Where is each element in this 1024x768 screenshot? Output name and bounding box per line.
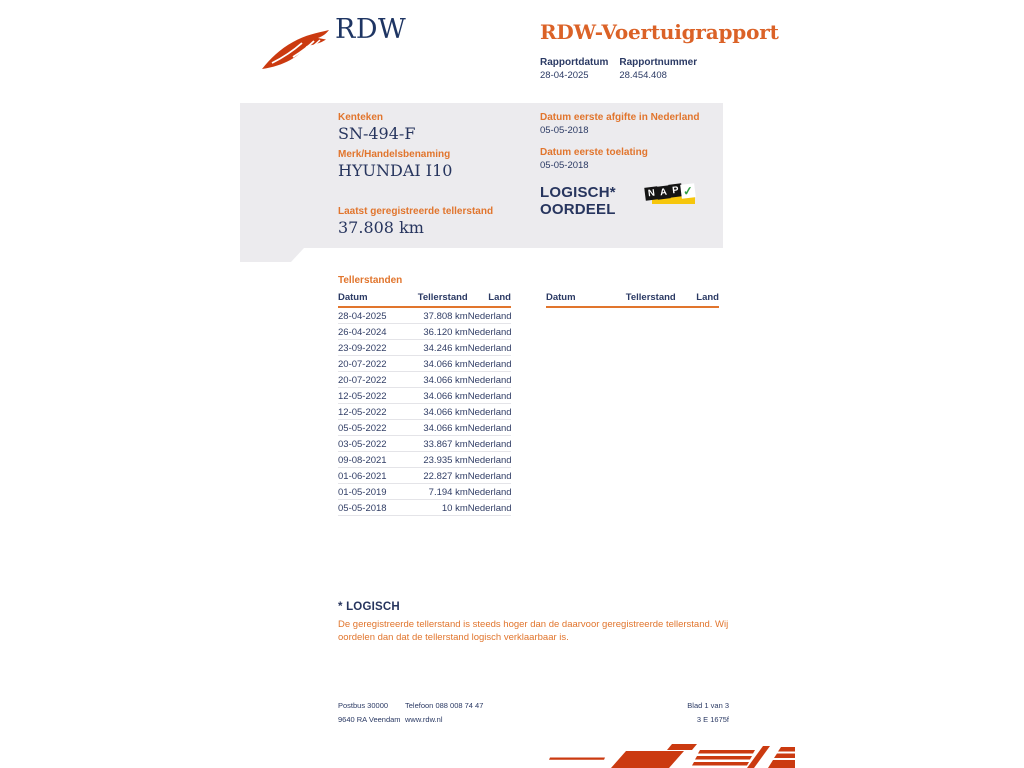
report-date bbox=[540, 57, 608, 81]
table-cell: Nederland bbox=[468, 452, 511, 468]
table-cell: 37.808 km bbox=[407, 307, 468, 324]
table-cell: 05-05-2018 bbox=[338, 500, 407, 516]
odometer-table-right bbox=[546, 291, 719, 516]
first-admission-date: 05-05-2018 bbox=[540, 160, 589, 171]
table-cell: Nederland bbox=[468, 484, 511, 500]
table-cell: 10 km bbox=[407, 500, 468, 516]
license-plate-label: Kenteken bbox=[338, 112, 384, 123]
column-header-datum: Datum bbox=[546, 291, 615, 307]
column-header-datum: Datum bbox=[338, 291, 407, 307]
report-number-label: Rapportnummer bbox=[619, 57, 698, 68]
table-cell: Nederland bbox=[468, 404, 511, 420]
first-issue-label: Datum eerste afgifte in Nederland bbox=[540, 112, 700, 123]
table-cell: 20-07-2022 bbox=[338, 372, 407, 388]
footer-address-line2: 9640 RA Veendam bbox=[338, 715, 401, 724]
nap-logo bbox=[645, 182, 697, 210]
verdict-footnote bbox=[338, 601, 730, 644]
table-cell: 09-08-2021 bbox=[338, 452, 407, 468]
table-header-row bbox=[546, 291, 719, 307]
table-cell: 34.066 km bbox=[407, 372, 468, 388]
odometer-section bbox=[338, 275, 719, 516]
report-meta bbox=[540, 57, 779, 81]
table-row bbox=[338, 500, 511, 516]
table-cell: 28-04-2025 bbox=[338, 307, 407, 324]
table-cell: 12-05-2022 bbox=[338, 404, 407, 420]
footnote-text: De geregistreerde tellerstand is steeds hoger dan de daarvoor geregistreerde tellerstand. Wij oordelen dan dat de tellerstand logisch verklaarbaar is. bbox=[338, 619, 729, 643]
footer-address bbox=[338, 699, 405, 727]
table-cell: 34.246 km bbox=[407, 340, 468, 356]
table-row bbox=[338, 372, 511, 388]
table-cell: 23.935 km bbox=[407, 452, 468, 468]
footnote-title: * LOGISCH bbox=[338, 601, 400, 613]
table-row bbox=[338, 484, 511, 500]
nap-checkmark-icon: ✓ bbox=[682, 183, 694, 199]
first-issue-date: 05-05-2018 bbox=[540, 125, 589, 136]
table-cell: 36.120 km bbox=[407, 324, 468, 340]
nap-letter-a: A bbox=[656, 185, 670, 199]
table-cell: Nederland bbox=[468, 340, 511, 356]
license-plate-value: SN-494-F bbox=[338, 124, 416, 143]
table-cell: 34.066 km bbox=[407, 356, 468, 372]
footer-phone: Telefoon 088 008 74 47 bbox=[405, 701, 484, 710]
table-cell: Nederland bbox=[468, 372, 511, 388]
table-cell: 7.194 km bbox=[407, 484, 468, 500]
column-header-land: Land bbox=[676, 291, 719, 307]
report-date-value: 28-04-2025 bbox=[540, 70, 589, 81]
table-cell: 23-09-2022 bbox=[338, 340, 407, 356]
make-value: HYUNDAI I10 bbox=[338, 161, 453, 180]
table-cell: 03-05-2022 bbox=[338, 436, 407, 452]
footer-contact bbox=[405, 699, 687, 727]
page-footer bbox=[338, 699, 729, 727]
verdict-line2: OORDEEL bbox=[540, 201, 616, 218]
last-odometer-label: Laatst geregistreerde tellerstand bbox=[338, 206, 494, 217]
table-row bbox=[338, 468, 511, 484]
odometer-section-title: Tellerstanden bbox=[338, 275, 403, 286]
table-cell: Nederland bbox=[468, 436, 511, 452]
table-cell: 01-06-2021 bbox=[338, 468, 407, 484]
odometer-table-left bbox=[338, 291, 511, 516]
table-cell: 05-05-2022 bbox=[338, 420, 407, 436]
table-cell: Nederland bbox=[468, 356, 511, 372]
report-number bbox=[619, 57, 697, 81]
table-row bbox=[338, 420, 511, 436]
table-cell: Nederland bbox=[468, 420, 511, 436]
table-row bbox=[338, 452, 511, 468]
footer-page-info bbox=[687, 699, 729, 727]
footer-form-code: 3 E 1675f bbox=[696, 715, 729, 724]
table-cell: Nederland bbox=[468, 307, 511, 324]
rdw-logo bbox=[260, 14, 406, 72]
verdict-line1: LOGISCH* bbox=[540, 184, 616, 201]
report-date-label: Rapportdatum bbox=[540, 57, 609, 68]
column-header-tellerstand: Tellerstand bbox=[407, 291, 468, 307]
table-row bbox=[338, 356, 511, 372]
table-cell: 34.066 km bbox=[407, 388, 468, 404]
title-block bbox=[540, 20, 779, 81]
table-cell: 26-04-2024 bbox=[338, 324, 407, 340]
table-cell: Nederland bbox=[468, 324, 511, 340]
table-row bbox=[338, 340, 511, 356]
summary-box-tail bbox=[240, 248, 304, 262]
table-cell: Nederland bbox=[468, 468, 511, 484]
table-row bbox=[338, 307, 511, 324]
table-cell: 22.827 km bbox=[407, 468, 468, 484]
table-cell: 01-05-2019 bbox=[338, 484, 407, 500]
make-label: Merk/Handelsbenaming bbox=[338, 149, 451, 160]
column-header-land: Land bbox=[468, 291, 511, 307]
footer-page-indicator: Blad 1 van 3 bbox=[687, 701, 729, 710]
table-row bbox=[338, 388, 511, 404]
footer-website: www.rdw.nl bbox=[405, 715, 443, 724]
table-cell: 33.867 km bbox=[407, 436, 468, 452]
table-row bbox=[338, 436, 511, 452]
last-odometer-block bbox=[338, 206, 493, 237]
table-cell: 20-07-2022 bbox=[338, 356, 407, 372]
table-row bbox=[338, 324, 511, 340]
table-cell: 34.066 km bbox=[407, 420, 468, 436]
nap-letter-p: P bbox=[668, 183, 682, 197]
report-number-value: 28.454.408 bbox=[619, 70, 667, 81]
summary-left-column bbox=[338, 112, 493, 243]
vehicle-summary-box bbox=[240, 103, 723, 248]
table-cell: Nederland bbox=[468, 388, 511, 404]
last-odometer-value: 37.808 km bbox=[338, 218, 424, 237]
column-header-tellerstand: Tellerstand bbox=[615, 291, 676, 307]
table-row bbox=[338, 404, 511, 420]
speed-stripes-icon bbox=[548, 744, 795, 768]
rdw-logotype: RDW bbox=[335, 14, 407, 45]
rdw-speed-stripes-graphic bbox=[548, 744, 795, 768]
nap-letter-n: N bbox=[644, 186, 658, 200]
table-cell: Nederland bbox=[468, 500, 511, 516]
table-cell: 34.066 km bbox=[407, 404, 468, 420]
table-header-row bbox=[338, 291, 511, 307]
rdw-wing-icon bbox=[260, 28, 330, 72]
page-title: RDW-Voertuigrapport bbox=[540, 20, 779, 44]
first-admission-label: Datum eerste toelating bbox=[540, 147, 648, 158]
table-cell: 12-05-2022 bbox=[338, 388, 407, 404]
footer-address-line1: Postbus 30000 bbox=[338, 701, 389, 710]
